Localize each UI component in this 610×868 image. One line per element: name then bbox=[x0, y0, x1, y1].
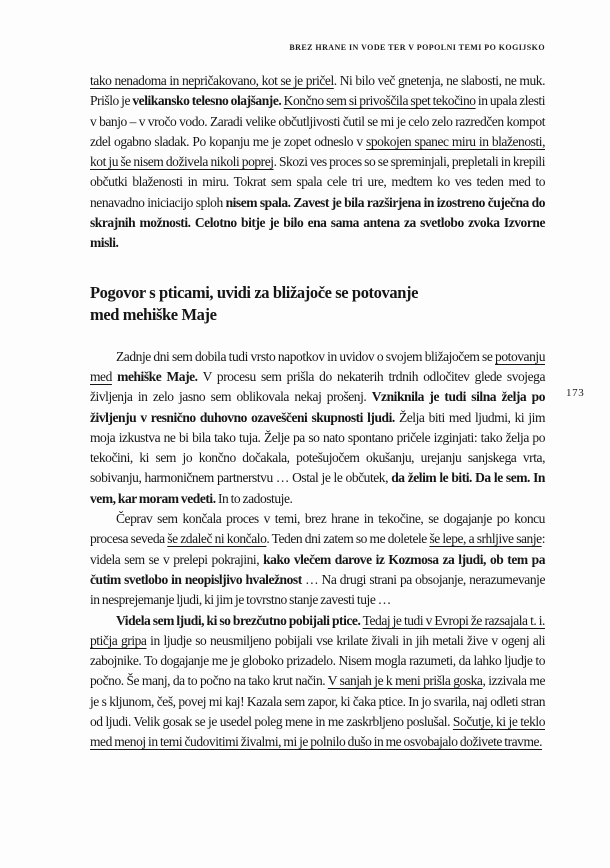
running-header: BREZ HRANE IN VODE TER V POPOLNI TEMI PO KOGIJSKO bbox=[289, 43, 545, 52]
section-heading-line-1: Pogovor s pticami, uvidi za bližajoče se potovanje bbox=[90, 282, 418, 302]
text-segment-normal: . Skozi ves proces so se spreminjali, prepletali in krepili občutki blaženosti in miru. Tokrat sem spala cele tri ure, medtem ko ves teden med to nenavadno iniciacijo sploh bbox=[90, 154, 545, 210]
text-segment-bold: Vzniknila je tudi silna želja po življenju v resnično duhovno ozaveščeni skupnosti ljudi. bbox=[90, 389, 545, 425]
text-segment-bold: da želim le biti. Da le sem. In vem, kar moram vedeti. bbox=[90, 470, 545, 506]
text-segment-underline: spokojen spanec miru in blaženosti, kot ju še nisem doživela nikoli poprej bbox=[90, 133, 545, 170]
paragraph bbox=[90, 347, 545, 509]
text-segment-underline: Tedaj je tudi v Evropi že razsajala t. i. ptičja gripa bbox=[90, 612, 545, 648]
paragraph bbox=[90, 611, 545, 753]
text-segment-bold: nisem spala. Zavest je bila razširjena in izostreno čuječna do skrajnih možnosti. Celotno bitje je bilo ena sama antena za svetlobo zvoka Izvorne misli. bbox=[90, 194, 545, 251]
text-segment-normal: … Na drugi strani pa obsojanje, nerazumevanje in nesprejemanje ljudi, ki jim je tovrstno stanje zavesti tuje … bbox=[90, 571, 545, 608]
text-segment-underline: še lepe, a srhljive sanje bbox=[429, 531, 542, 547]
section-paragraphs bbox=[90, 347, 545, 753]
text-segment-bold: Videla sem ljudi, ki so brezčutno pobijali ptice. bbox=[116, 612, 361, 628]
text-segment-underline: še zdaleč ni končalo bbox=[167, 531, 267, 547]
text-segment-underline: Končno sem si privoščila spet tekočino bbox=[283, 93, 476, 109]
text-segment-normal: in upala zlesti v banjo – v vročo vodo. Zaradi velike občutljivosti čutil se mi je celo zelo razredčen kompot zdel ogabno sladak. Po kopanju me je zopet odneslo v bbox=[90, 93, 545, 149]
page-number: 173 bbox=[566, 387, 585, 399]
text-segment-normal: In to zadostuje. bbox=[215, 490, 293, 506]
text-segment-underline: potovanju med bbox=[90, 348, 545, 384]
page-body bbox=[90, 71, 545, 753]
text-segment-normal: , izzivala me je s kljunom, češ, povej mi kaj! Kazala sem zapor, ki čaka ptice. In jo svarila, naj odleti stran od ljudi. Velik gosak se je usedel poleg mene in me zaskrbljeno poslušal. bbox=[90, 673, 546, 730]
text-segment-normal: in ljudje so neusmiljeno pobijali vse krilate živali in jih metali žive v ogenj ali zabojnike. To dogajanje me je globoko prizadelo. Nisem mogla razumeti, da lahko ljudje to počno. Še manj, da to počno na tako krut način. bbox=[90, 632, 545, 689]
text-segment-normal: . Ni bilo več gnetenja, ne slabosti, ne muk. Prišlo je bbox=[90, 73, 545, 109]
text-segment-underline: tako nenadoma in nepričakovano, kot se je pričel bbox=[90, 73, 334, 88]
text-segment-normal: : videla sem se v prelepi pokrajini, bbox=[90, 531, 545, 567]
text-segment-normal: Zadnje dni sem dobila tudi vrsto napotkov in uvidov o svojem bližajočem se bbox=[116, 348, 496, 364]
text-segment-normal: V procesu sem prišla do nekaterih trdnih odločitev glede svojega življenja in zelo jasno sem oblikovala nekaj prošenj. bbox=[90, 368, 545, 405]
text-segment-normal: Čeprav sem končala proces v temi, brez hrane in tekočine, se dogajanje po koncu procesa seveda bbox=[90, 511, 545, 547]
text-segment-bold: kako vlečem darove iz Kozmosa za ljudi, ob tem pa čutim svetlobo in neopisljivo hvaležnost bbox=[90, 551, 545, 587]
text-segment-normal: Želja biti med ljudmi, ki jim moja izkustva ne bi bila tako tuja. Želje pa so nato spontano pričele izginjati: tako želja po tekočini, ki sem jo končno dočakala, potešujočem okušanju, urejanju sanjskega vrta, sobivanju, harmoničnem partnerstvu … Ostal je le občutek, bbox=[90, 409, 545, 486]
text-segment-underline: V sanjah je k meni prišla goska bbox=[327, 673, 483, 689]
paragraph bbox=[90, 509, 545, 610]
section-heading-line-2: med mehiške Maje bbox=[90, 304, 217, 324]
section-heading bbox=[90, 282, 545, 326]
text-segment-normal: . Teden dni zatem so me doletele bbox=[266, 531, 430, 547]
text-segment-underline: Sočutje, ki je teklo med menoj in temi čudovitimi živalmi, mi je polnilo dušo in me osvobajalo doživete travme. bbox=[90, 714, 545, 750]
opening-paragraphs bbox=[90, 71, 545, 254]
paragraph bbox=[90, 71, 545, 254]
text-segment-bold: velikansko telesno olajšanje. bbox=[132, 93, 282, 109]
text-segment-bold: mehiške Maje. bbox=[117, 368, 198, 384]
